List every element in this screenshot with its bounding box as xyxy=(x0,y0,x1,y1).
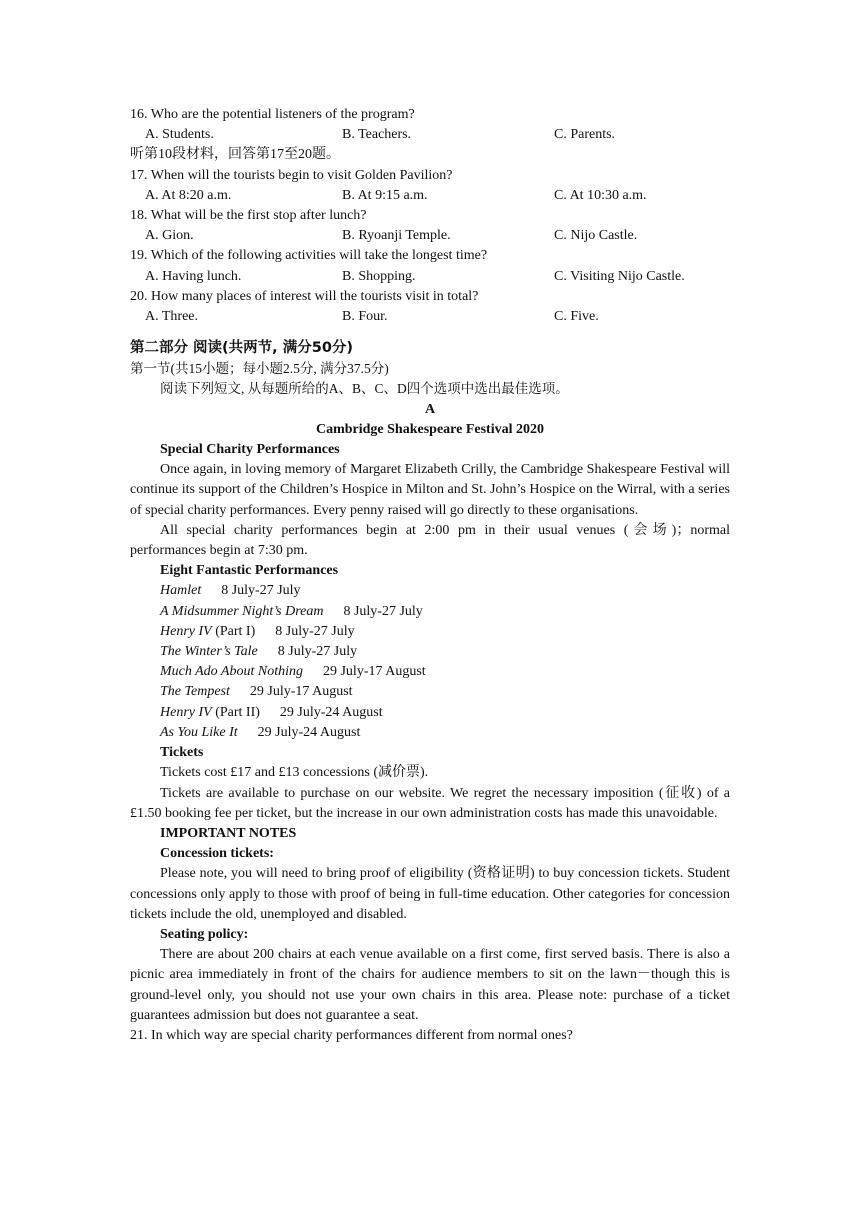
performance-dates: 8 July-27 July xyxy=(275,623,355,639)
performance-item xyxy=(130,703,730,723)
performance-dates: 29 July-17 August xyxy=(249,684,353,700)
seating-paragraph: There are about 200 chairs at each venue available on a first come, first served basis. There is also a picnic area immediately in front of the chairs for audience members to sit on the lawn－though this is ground-level only, you should not use your own chairs in this area. Please note: purchase of a ticket guarantees admission but does not guarantee a seat. xyxy=(130,947,730,1023)
tickets-heading: Tickets xyxy=(160,745,204,761)
performance-dates: 8 July-27 July xyxy=(343,603,423,619)
option-c: C. Visiting Nijo Castle. xyxy=(554,268,685,284)
listening-instruction: 听第10段材料，回答第17至20题。 xyxy=(130,147,340,163)
performance-dates: 29 July-17 August xyxy=(322,664,426,680)
passage-letter: A xyxy=(424,401,436,417)
performance-item xyxy=(130,662,730,682)
option-c: C. Nijo Castle. xyxy=(554,228,638,244)
option-a: A. At 8:20 a.m. xyxy=(145,187,232,203)
performance-item xyxy=(130,723,730,743)
option-a: A. Gion. xyxy=(145,228,194,244)
performance-item xyxy=(130,642,730,662)
question-19: 19. Which of the following activities will take the longest time? xyxy=(130,248,488,264)
performances-heading: Eight Fantastic Performances xyxy=(160,563,339,579)
performance-title: Hamlet xyxy=(160,583,202,599)
option-b: B. Ryoanji Temple. xyxy=(342,228,451,244)
performance-title: Much Ado About Nothing xyxy=(160,664,303,680)
question-19-options xyxy=(130,267,730,287)
option-a: A. Having lunch. xyxy=(145,268,242,284)
question-20: 20. How many places of interest will the tourists visit in total? xyxy=(130,288,479,304)
question-17-options xyxy=(130,186,730,206)
reading-instruction: 阅读下列短文, 从每题所给的A、B、C、D四个选项中选出最佳选项。 xyxy=(160,381,569,397)
passage-title: Cambridge Shakespeare Festival 2020 xyxy=(315,421,544,437)
performance-item xyxy=(130,581,730,601)
option-b: B. Teachers. xyxy=(342,127,412,143)
option-b: B. At 9:15 a.m. xyxy=(342,187,428,203)
question-20-options xyxy=(130,307,730,327)
option-c: C. Five. xyxy=(554,309,599,325)
option-a: A. Three. xyxy=(145,309,198,325)
question-17: 17. When will the tourists begin to visit Golden Pavilion? xyxy=(130,167,453,183)
performance-list xyxy=(130,581,730,743)
question-18: 18. What will be the first stop after lunch? xyxy=(130,208,367,224)
performance-dates: 8 July-27 July xyxy=(221,583,301,599)
option-c: C. Parents. xyxy=(554,127,616,143)
seating-heading: Seating policy: xyxy=(160,926,249,942)
page-content xyxy=(130,105,730,1046)
performance-item xyxy=(130,622,730,642)
performance-part: (Part I) xyxy=(211,623,256,639)
performance-part: (Part II) xyxy=(211,704,260,720)
special-heading: Special Charity Performances xyxy=(160,442,340,458)
section-title: 第一节(共15小题；每小题2.5分, 满分37.5分) xyxy=(130,361,389,377)
performance-item xyxy=(130,682,730,702)
option-b: B. Four. xyxy=(342,309,388,325)
performance-title: Henry IV xyxy=(160,704,212,720)
tickets-paragraph: Tickets are available to purchase on our website. We regret the necessary imposition (征收) of a £1.50 booking fee per ticket, but the increase in our own administration costs has made this unavoidable. xyxy=(130,785,730,821)
option-b: B. Shopping. xyxy=(342,268,416,284)
performance-title: As You Like It xyxy=(160,724,238,740)
special-paragraph-1: Once again, in loving memory of Margaret Elizabeth Crilly, the Cambridge Shakespeare Festival will continue its support of the Children’s Hospice in Milton and St. John’s Hospice on the Wirral, with a series of special charity performances. Every penny raised will go directly to these organisations. xyxy=(130,462,730,518)
performance-title: The Tempest xyxy=(160,684,230,700)
question-18-options xyxy=(130,226,730,246)
performance-item xyxy=(130,602,730,622)
concession-paragraph: Please note, you will need to bring proof of eligibility (资格证明) to buy concession tickets. Student concessions only apply to those with proof of being in full-time education. Other categories for concession tickets include the old, unemployed and disabled. xyxy=(130,866,730,922)
question-16: 16. Who are the potential listeners of the program? xyxy=(130,107,415,122)
tickets-price: Tickets cost £17 and £13 concessions (减价票). xyxy=(160,765,429,781)
special-paragraph-2: All special charity performances begin at 2:00 pm in their usual venues (会场)；normal performances begin at 7:30 pm. xyxy=(130,522,730,559)
performance-dates: 29 July-24 August xyxy=(257,724,361,740)
performance-dates: 8 July-27 July xyxy=(277,644,358,660)
performance-dates: 29 July-24 August xyxy=(279,704,383,720)
performance-title: The Winter’s Tale xyxy=(160,644,258,660)
concession-heading: Concession tickets: xyxy=(160,846,274,862)
question-16-options xyxy=(130,125,730,145)
question-21: 21. In which way are special charity performances different from normal ones? xyxy=(130,1027,573,1043)
important-notes-heading: IMPORTANT NOTES xyxy=(160,825,297,841)
performance-title: A Midsummer Night’s Dream xyxy=(160,603,324,619)
performance-title: Henry IV xyxy=(160,623,212,639)
option-a: A. Students. xyxy=(145,127,214,143)
option-c: C. At 10:30 a.m. xyxy=(554,187,647,203)
part-title: 第二部分 阅读(共两节, 满分50分) xyxy=(130,340,354,357)
